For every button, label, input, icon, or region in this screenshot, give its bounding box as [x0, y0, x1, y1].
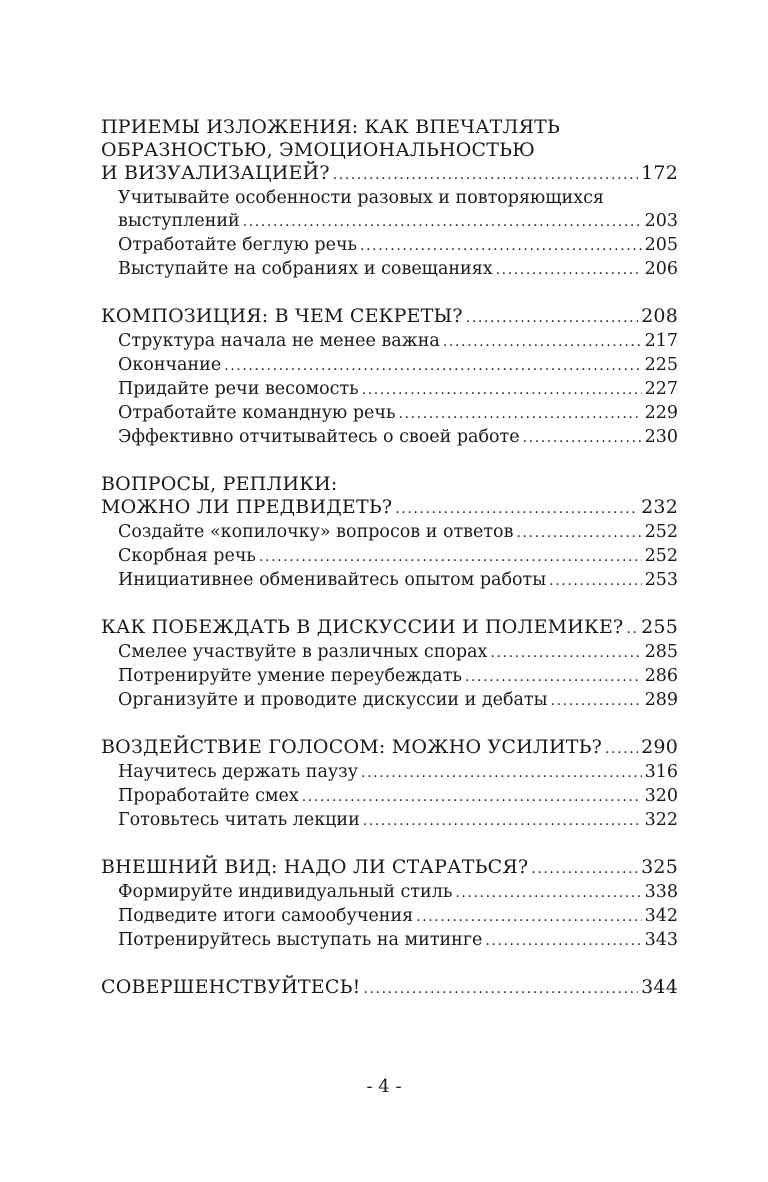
- subsection-entry-title: Потренируйтесь выступать на митинге: [118, 930, 483, 950]
- subsection-entry-page-number: 229: [644, 403, 678, 423]
- subsection-entry-page-number: 342: [644, 906, 678, 926]
- subsection-entry-line: [118, 569, 678, 593]
- chapter-entry-title-line: ВОПРОСЫ, РЕПЛИКИ:: [101, 473, 338, 495]
- chapter-entry-page-number: 172: [641, 162, 678, 184]
- dot-leader: [523, 427, 642, 450]
- chapter-entry-title: МОЖНО ЛИ ПРЕДВИДЕТЬ?: [101, 496, 393, 518]
- subsection-entry-page-number: 286: [644, 666, 678, 686]
- chapter-entry-page-number: 232: [641, 496, 678, 518]
- dot-leader: [259, 546, 642, 569]
- subsection-entry: [101, 258, 678, 282]
- dot-leader: [626, 618, 638, 641]
- subsection-entry: [101, 402, 678, 426]
- dot-leader: [605, 738, 638, 761]
- subsection-entry: [101, 881, 678, 905]
- chapter-entry-page-number: 344: [641, 976, 678, 998]
- subsection-entry-line: [118, 929, 678, 953]
- subsection-entry-title: Эффективно отчитывайтесь о своей работе: [118, 427, 520, 447]
- subsection-entry: [101, 426, 678, 450]
- subsection-entry-title: Создайте «копилочку» вопросов и ответов: [118, 522, 514, 542]
- subsection-entry-page-number: 205: [644, 235, 678, 255]
- subsection-entry-line: [118, 330, 678, 354]
- subsection-entry-page-number: 320: [644, 786, 678, 806]
- dot-leader: [302, 786, 642, 809]
- chapter-entry: [101, 736, 678, 761]
- subsection-entry: [101, 378, 678, 402]
- dot-leader: [395, 498, 638, 521]
- subsection-entry: [101, 761, 678, 785]
- dot-leader: [516, 522, 641, 545]
- page-number: - 4 -: [366, 1076, 402, 1097]
- dot-leader: [333, 164, 638, 187]
- subsection-entry-line: [118, 354, 678, 378]
- subsection-entry-page-number: 289: [644, 690, 678, 710]
- dot-leader: [531, 858, 638, 881]
- chapter-entry: [101, 305, 678, 330]
- subsection-entry-page-number: 252: [644, 546, 678, 566]
- dot-leader: [360, 235, 642, 258]
- subsection-entry-title: Отработайте беглую речь: [118, 235, 358, 255]
- dot-leader: [466, 307, 638, 330]
- chapter-entry-title: ВНЕШНИЙ ВИД: НАДО ЛИ СТАРАТЬСЯ?: [101, 856, 529, 878]
- dot-leader: [243, 211, 642, 234]
- subsection-entry-line: [118, 761, 678, 785]
- dot-leader: [551, 690, 642, 713]
- subsection-entry-page-number: 217: [644, 331, 678, 351]
- chapter-entry-line: [101, 736, 678, 761]
- subsection-entry-title: Отработайте командную речь: [118, 403, 396, 423]
- subsection-entry-title-line: Учитывайте особенности разовых и повторяющихся: [118, 188, 604, 208]
- dot-leader: [362, 379, 642, 402]
- subsection-entry-line: [118, 426, 678, 450]
- subsection-entry: [101, 569, 678, 593]
- subsection-entry: [101, 929, 678, 953]
- toc-section: [101, 736, 678, 833]
- chapter-entry: [101, 473, 678, 521]
- toc-section: [101, 305, 678, 450]
- subsection-entry-title: Подведите итоги самообучения: [118, 906, 414, 926]
- subsection-entry: [101, 187, 678, 234]
- subsection-entry-line: [118, 378, 678, 402]
- chapter-entry-title: КОМПОЗИЦИЯ: В ЧЕМ СЕКРЕТЫ?: [101, 305, 463, 327]
- chapter-entry-title-line: ОБРАЗНОСТЬЮ, ЭМОЦИОНАЛЬНОСТЬЮ: [101, 139, 535, 161]
- dot-leader: [455, 882, 641, 905]
- subsection-entry-line: [118, 641, 678, 665]
- subsection-entry-line: [118, 521, 678, 545]
- subsection-entry-title: Научитесь держать паузу: [118, 762, 359, 782]
- chapter-entry: [101, 976, 678, 1001]
- subsection-entry-page-number: 285: [644, 642, 678, 662]
- subsection-entry-page-number: 203: [644, 211, 678, 231]
- subsection-entry-line: [118, 785, 678, 809]
- subsection-entry-line: [118, 905, 678, 929]
- subsection-entry: [101, 809, 678, 833]
- subsection-entry-page-number: 227: [644, 379, 678, 399]
- subsection-entry-line: [118, 234, 678, 258]
- subsection-entry-page-number: 252: [644, 522, 678, 542]
- chapter-entry-line: [101, 162, 678, 187]
- dot-leader: [363, 810, 642, 833]
- chapter-entry-title: СОВЕРШЕНСТВУЙТЕСЬ!: [101, 976, 361, 998]
- dot-leader: [549, 570, 641, 593]
- dot-leader: [363, 978, 638, 1001]
- subsection-entry-title: Потренируйте умение переубеждать: [118, 666, 462, 686]
- chapter-entry-title: КАК ПОБЕЖДАТЬ В ДИСКУССИИ И ПОЛЕМИКЕ?: [101, 616, 624, 638]
- subsection-entry-page-number: 338: [644, 882, 678, 902]
- subsection-entry-page-number: 322: [644, 810, 678, 830]
- subsection-entry-page-number: 253: [644, 570, 678, 590]
- subsection-entry-title: Инициативнее обменивайтесь опытом работы: [118, 570, 547, 590]
- dot-leader: [224, 355, 641, 378]
- chapter-entry-line: [101, 976, 678, 1001]
- toc-section: [101, 976, 678, 1001]
- subsection-entry: [101, 785, 678, 809]
- subsection-entry-title: Выступайте на собраниях и совещаниях: [118, 259, 493, 279]
- chapter-entry-page-number: 255: [641, 616, 678, 638]
- subsection-entry-line: [118, 809, 678, 833]
- subsection-entry-page-number: 206: [644, 259, 678, 279]
- subsection-entry: [101, 354, 678, 378]
- subsection-entry-title: Организуйте и проводите дискуссии и дебаты: [118, 690, 548, 710]
- chapter-entry-title: И ВИЗУАЛИЗАЦИЕЙ?: [101, 162, 330, 184]
- subsection-entry-title: Проработайте смех: [118, 786, 299, 806]
- subsection-entry: [101, 665, 678, 689]
- subsection-entry-title: Окончание: [118, 355, 222, 375]
- subsection-entry-page-number: 316: [644, 762, 678, 782]
- toc-section: [101, 116, 678, 282]
- dot-leader: [399, 403, 642, 426]
- toc-section: [101, 473, 678, 593]
- subsection-entry-page-number: 225: [644, 355, 678, 375]
- subsection-entry: [101, 641, 678, 665]
- dot-leader: [465, 666, 642, 689]
- subsection-entry-line: [118, 689, 678, 713]
- subsection-entry: [101, 521, 678, 545]
- subsection-entry-title: Готовьтесь читать лекции: [118, 810, 360, 830]
- chapter-entry-line: [101, 305, 678, 330]
- toc-section: [101, 856, 678, 953]
- subsection-entry: [101, 905, 678, 929]
- subsection-entry: [101, 545, 678, 569]
- chapter-entry-line: [101, 496, 678, 521]
- subsection-entry-line: [118, 210, 678, 234]
- chapter-entry-page-number: 325: [641, 856, 678, 878]
- chapter-entry-title: ВОЗДЕЙСТВИЕ ГОЛОСОМ: МОЖНО УСИЛИТЬ?: [101, 736, 602, 758]
- subsection-entry-title: Смелее участвуйте в различных спорах: [118, 642, 488, 662]
- subsection-entry-line: [118, 258, 678, 282]
- subsection-entry-page-number: 343: [644, 930, 678, 950]
- chapter-entry-page-number: 208: [641, 305, 678, 327]
- subsection-entry-title: Придайте речи весомость: [118, 379, 359, 399]
- subsection-entry-title: выступлений: [118, 211, 240, 231]
- toc-section: [101, 616, 678, 713]
- table-of-contents: [101, 116, 678, 1024]
- chapter-entry: [101, 856, 678, 881]
- subsection-entry-title: Скорбная речь: [118, 546, 256, 566]
- chapter-entry-line: [101, 616, 678, 641]
- subsection-entry-page-number: 230: [644, 427, 678, 447]
- subsection-entry-title: Формируйте индивидуальный стиль: [118, 882, 453, 902]
- subsection-entry-line: [118, 665, 678, 689]
- dot-leader: [443, 331, 642, 354]
- chapter-entry: [101, 116, 678, 187]
- subsection-entry-title: Структура начала не менее важна: [118, 331, 440, 351]
- chapter-entry-title-line: ПРИЕМЫ ИЗЛОЖЕНИЯ: КАК ВПЕЧАТЛЯТЬ: [101, 116, 561, 138]
- dot-leader: [485, 930, 641, 953]
- chapter-entry-line: [101, 856, 678, 881]
- dot-leader: [496, 259, 642, 282]
- dot-leader: [361, 762, 642, 785]
- chapter-entry-page-number: 290: [641, 736, 678, 758]
- subsection-entry-line: [118, 402, 678, 426]
- subsection-entry: [101, 689, 678, 713]
- chapter-entry: [101, 616, 678, 641]
- subsection-entry-line: [118, 545, 678, 569]
- dot-leader: [416, 906, 641, 929]
- subsection-entry: [101, 234, 678, 258]
- subsection-entry: [101, 330, 678, 354]
- dot-leader: [490, 642, 641, 665]
- subsection-entry-line: [118, 881, 678, 905]
